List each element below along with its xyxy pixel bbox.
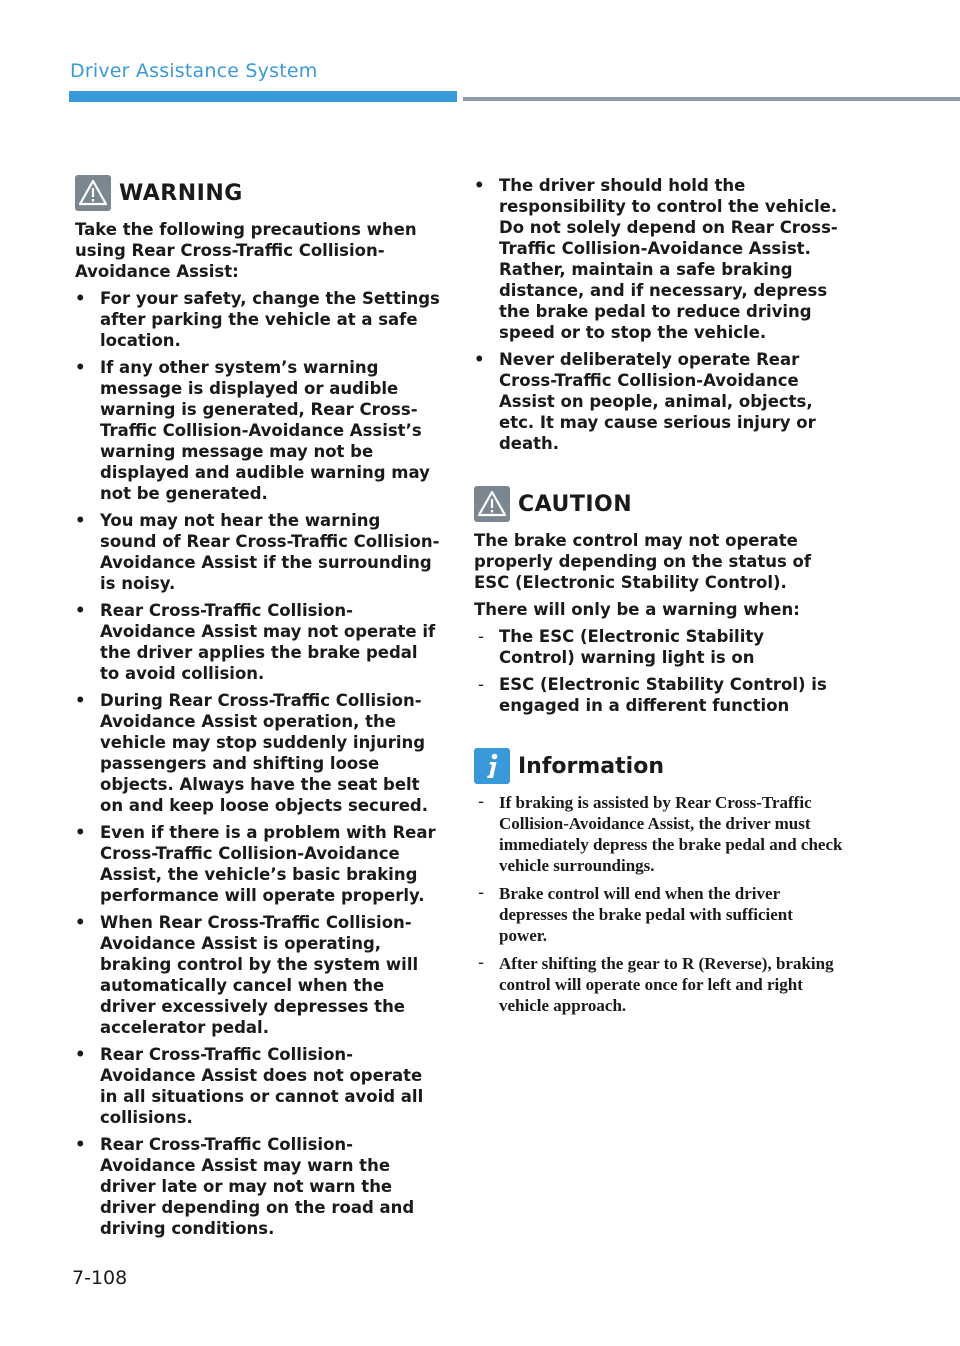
warning-header xyxy=(75,175,440,211)
list-item: • The driver should hold the responsibility to control the vehicle. Do not solely depend on Rear Cross-Traffic Collision-Avoidance Assist. Rather, maintain a safe braking distance, and if necessary, depress the brake pedal to reduce driving speed or to stop the vehicle. xyxy=(474,175,844,343)
warning-title: WARNING xyxy=(119,180,243,206)
list-item: - If braking is assisted by Rear Cross-Traffic Collision-Avoidance Assist, the driver must immediately depress the brake pedal and check vehicle surroundings. xyxy=(474,792,844,876)
caution-list xyxy=(474,626,844,716)
caution-paragraph: The brake control may not operate properly depending on the status of ESC (Electronic Stability Control). xyxy=(474,531,812,592)
warning-intro: Take the following precautions when using Rear Cross-Traffic Collision-Avoidance Assist: xyxy=(75,220,417,281)
list-item: • Even if there is a problem with Rear Cross-Traffic Collision-Avoidance Assist, the vehicle’s basic braking performance will operate properly. xyxy=(75,822,440,906)
information-title: Information xyxy=(518,753,664,779)
left-column xyxy=(75,175,440,1245)
list-item: • When Rear Cross-Traffic Collision-Avoidance Assist is operating, braking control by the system will automatically cancel when the driver excessively depresses the accelerator pedal. xyxy=(75,912,440,1038)
section-title: Driver Assistance System xyxy=(70,60,318,82)
information-list xyxy=(474,792,844,1016)
list-item: • Rear Cross-Traffic Collision-Avoidance Assist may not operate if the driver applies the brake pedal to avoid collision. xyxy=(75,600,440,684)
header-accent-bar xyxy=(69,91,457,102)
right-column xyxy=(474,175,844,1023)
caution-paragraph: There will only be a warning when: xyxy=(474,600,800,619)
information-icon xyxy=(474,748,510,784)
page-number: 7-108 xyxy=(72,1267,128,1289)
list-item: • Never deliberately operate Rear Cross-Traffic Collision-Avoidance Assist on people, animal, objects, etc. It may cause serious injury or death. xyxy=(474,349,844,454)
list-item: - ESC (Electronic Stability Control) is engaged in a different function xyxy=(474,674,844,716)
caution-header xyxy=(474,486,844,522)
list-item: • Rear Cross-Traffic Collision-Avoidance Assist does not operate in all situations or cannot avoid all collisions. xyxy=(75,1044,440,1128)
warning-list-right xyxy=(474,175,844,454)
list-item: - Brake control will end when the driver depresses the brake pedal with sufficient power. xyxy=(474,883,844,946)
list-item: • If any other system’s warning message is displayed or audible warning is generated, Rear Cross-Traffic Collision-Avoidance Assist’s warning message may not be displayed and audible warning may not be generated. xyxy=(75,357,440,504)
list-item: - The ESC (Electronic Stability Control) warning light is on xyxy=(474,626,844,668)
header-rule xyxy=(463,97,960,101)
information-header xyxy=(474,748,844,784)
list-item: • You may not hear the warning sound of Rear Cross-Traffic Collision-Avoidance Assist if the surrounding is noisy. xyxy=(75,510,440,594)
warning-triangle-icon xyxy=(75,175,111,211)
list-item: - After shifting the gear to R (Reverse), braking control will operate once for left and right vehicle approach. xyxy=(474,953,844,1016)
warning-list-left xyxy=(75,288,440,1239)
caution-title: CAUTION xyxy=(518,491,633,517)
list-item: • For your safety, change the Settings after parking the vehicle at a safe location. xyxy=(75,288,440,351)
list-item: • Rear Cross-Traffic Collision-Avoidance Assist may warn the driver late or may not warn the driver depending on the road and driving conditions. xyxy=(75,1134,440,1239)
list-item: • During Rear Cross-Traffic Collision-Avoidance Assist operation, the vehicle may stop suddenly injuring passengers and shifting loose objects. Always have the seat belt on and keep loose objects secured. xyxy=(75,690,440,816)
caution-triangle-icon xyxy=(474,486,510,522)
